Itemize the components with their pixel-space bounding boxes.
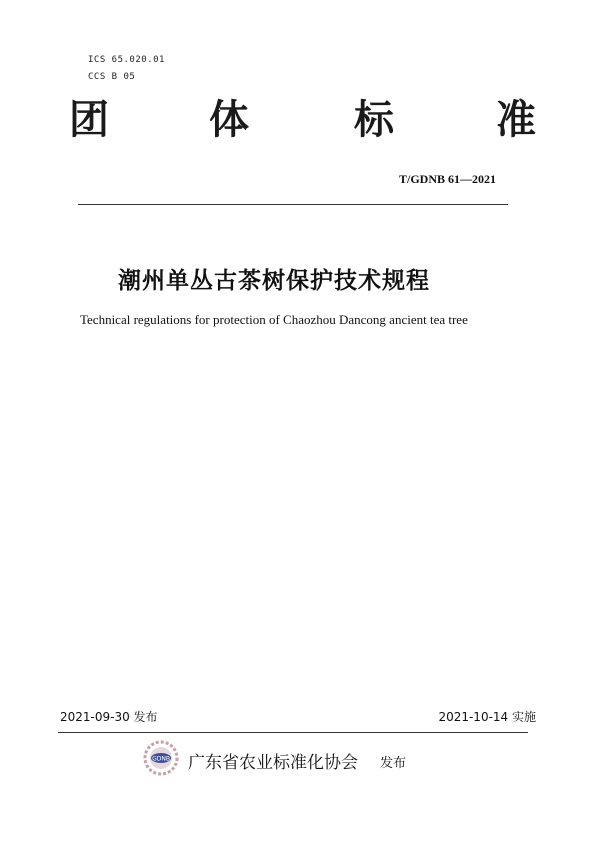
association-logo-icon xyxy=(143,740,179,776)
publish-date: 2021-09-30 发布 xyxy=(60,710,158,724)
header-char-1: 团 xyxy=(69,97,109,143)
header-char-4: 准 xyxy=(496,97,536,143)
standard-number: T/GDNB 61—2021 xyxy=(398,172,496,186)
publisher-name: 广东省农业标准化协会 xyxy=(188,753,358,773)
logo-text: GDNB xyxy=(152,755,170,763)
bottom-divider xyxy=(58,732,528,733)
title-chinese: 潮州单丛古茶树保护技术规程 xyxy=(118,268,430,294)
ccs-code: CCS B 05 xyxy=(88,72,136,82)
title-english: Technical regulations for protection of Chaozhou Dancong ancient tea tree xyxy=(80,312,468,327)
publisher-suffix: 发布 xyxy=(380,756,407,771)
implement-date: 2021-10-14 实施 xyxy=(438,710,536,724)
header-char-3: 标 xyxy=(354,97,394,143)
ics-code: ICS 65.020.01 xyxy=(88,55,165,65)
header-char-2: 体 xyxy=(209,97,249,143)
top-divider xyxy=(78,204,508,205)
